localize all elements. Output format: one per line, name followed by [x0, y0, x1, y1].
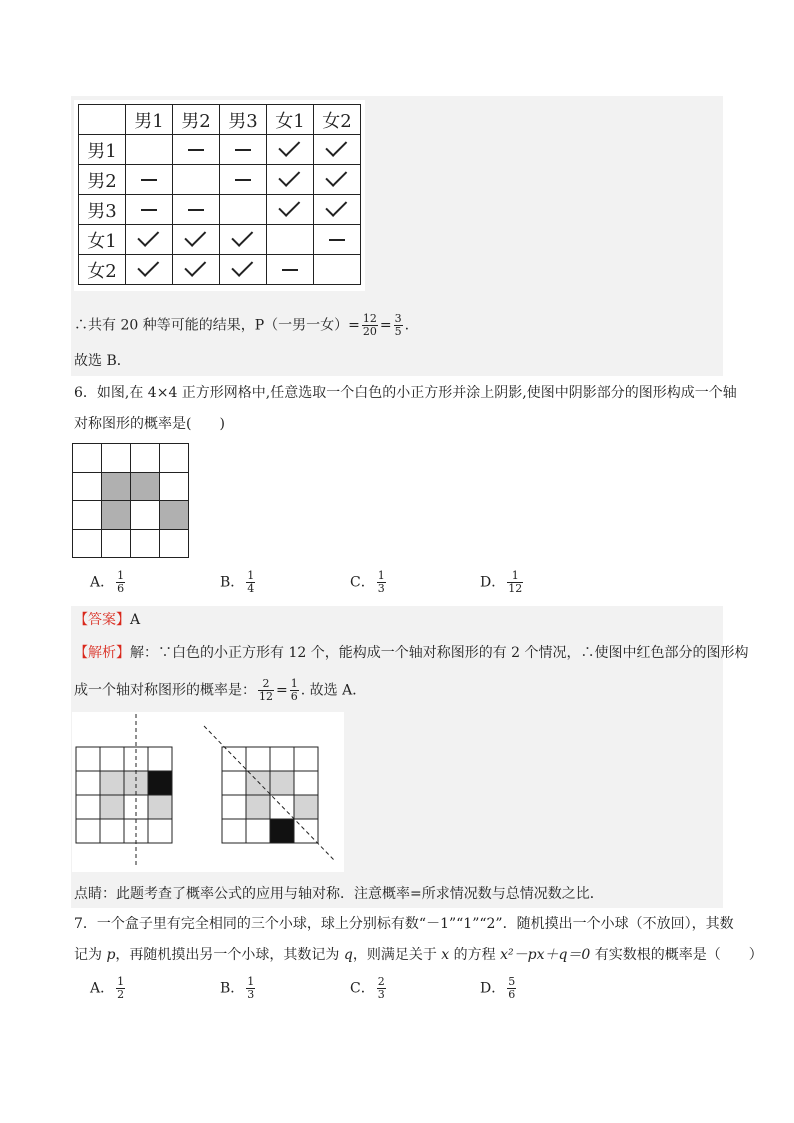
gender-pair-table	[78, 104, 361, 285]
symmetry-figures	[72, 712, 344, 872]
variable-q: q	[343, 947, 353, 963]
option-fraction	[246, 976, 255, 1001]
white-grid-cell	[159, 443, 189, 473]
row-header: 女2	[79, 255, 126, 285]
check-mark-icon	[231, 225, 253, 247]
dash-cell	[126, 165, 173, 195]
question7-options	[90, 976, 590, 1010]
column-header: 男2	[173, 105, 220, 135]
dash-icon	[235, 179, 251, 181]
analysis-text: . 故选 A．	[300, 682, 367, 699]
check-mark-icon	[184, 255, 206, 277]
q7-text: 的方程	[449, 947, 501, 963]
white-grid-cell	[72, 529, 102, 559]
question6-line1: 6．如图,在 4×4 正方形网格中,任意选取一个白色的小正方形并涂上阴影,使图中阴影部分的图形构成一个轴	[74, 385, 737, 401]
option-letter: D．	[480, 574, 506, 591]
check-mark-cell	[267, 165, 314, 195]
check-mark-icon	[184, 225, 206, 247]
check-mark-icon	[325, 165, 347, 187]
option-letter: C．	[350, 980, 375, 997]
equals-sign: =	[379, 317, 392, 334]
dash-cell	[173, 195, 220, 225]
empty-cell	[220, 195, 267, 225]
black-cell	[148, 771, 172, 795]
q7-text: 有实数根的概率是（ ）	[590, 947, 763, 963]
check-mark-icon	[278, 135, 300, 157]
table-row	[79, 225, 361, 255]
q7-text: ，再随机摸出另一个小球，其数记为	[115, 947, 344, 963]
gray-cell	[294, 795, 318, 819]
dash-cell	[173, 135, 220, 165]
table-row	[79, 255, 361, 285]
analysis-text: 解：∵白色的小正方形有 12 个，能构成一个轴对称图形的有 2 个情况，∴使图中红色部分的图形构	[130, 645, 749, 661]
solution5-line2: 故选 B．	[74, 353, 131, 369]
column-header: 女1	[267, 105, 314, 135]
fraction-denominator: 12	[259, 690, 273, 703]
check-mark-cell	[126, 255, 173, 285]
fraction-numerator: 3	[394, 312, 402, 325]
empty-cell	[126, 135, 173, 165]
fraction-numerator: 1	[247, 975, 255, 988]
fraction-2-12	[258, 678, 274, 703]
check-mark-cell	[126, 225, 173, 255]
option-a	[90, 976, 127, 1001]
gray-cell	[148, 795, 172, 819]
option-fraction	[377, 570, 386, 595]
check-mark-icon	[325, 135, 347, 157]
symmetry-figures-svg	[72, 712, 344, 872]
gray-cell	[100, 771, 124, 795]
check-mark-icon	[325, 195, 347, 217]
table-row	[79, 135, 361, 165]
gray-cell	[246, 795, 270, 819]
white-grid-cell	[101, 443, 131, 473]
check-mark-icon	[278, 195, 300, 217]
gray-cell	[246, 771, 270, 795]
white-grid-cell	[72, 500, 102, 530]
check-mark-icon	[137, 255, 159, 277]
fraction-numerator: 1	[507, 570, 523, 583]
shaded-grid-cell	[101, 472, 131, 502]
answer-line	[74, 610, 140, 630]
shaded-grid-cell	[159, 500, 189, 530]
column-header: 女2	[314, 105, 361, 135]
fraction-denominator: 6	[117, 582, 125, 595]
check-mark-icon	[231, 255, 253, 277]
check-mark-cell	[173, 255, 220, 285]
check-mark-cell	[267, 135, 314, 165]
question6-line2: 对称图形的概率是( )	[74, 416, 225, 432]
solution5-text: ∴共有 20 种等可能的结果，P（一男一女）=	[74, 317, 360, 334]
table-row	[79, 165, 361, 195]
option-fraction	[507, 570, 523, 595]
white-grid-cell	[159, 472, 189, 502]
analysis-line2	[74, 678, 366, 703]
fraction-denominator: 6	[290, 690, 298, 703]
vertical-axis-figure	[76, 714, 172, 868]
check-mark-cell	[314, 135, 361, 165]
row-header: 男2	[79, 165, 126, 195]
question6-grid	[72, 443, 188, 557]
dash-icon	[329, 239, 345, 241]
option-letter: B．	[220, 574, 245, 591]
equals-sign: =	[276, 682, 288, 699]
q7-text: 记为	[74, 947, 107, 963]
dash-icon	[141, 179, 157, 181]
fraction-3-5	[394, 313, 403, 338]
option-letter: A．	[90, 980, 115, 997]
dash-cell	[126, 195, 173, 225]
fraction-denominator: 3	[377, 582, 385, 595]
white-grid-cell	[130, 529, 160, 559]
fraction-denominator: 6	[508, 988, 516, 1001]
white-grid-cell	[72, 472, 102, 502]
answer-label: 【答案】	[74, 612, 130, 628]
check-mark-cell	[220, 255, 267, 285]
question7-line2	[74, 945, 763, 965]
fraction-denominator: 4	[247, 582, 255, 595]
question7-line1: 7．一个盒子里有完全相同的三个小球，球上分别标有数“－1”“1”“2”．随机摸出一个小球（不放回），其数	[74, 916, 734, 932]
check-mark-cell	[267, 195, 314, 225]
option-c	[350, 570, 388, 595]
question6-options	[90, 570, 590, 604]
equation: x²－px＋q＝0	[500, 947, 591, 963]
q7-text: ，则满足关于	[352, 947, 442, 963]
option-letter: C．	[350, 574, 375, 591]
option-d	[480, 976, 518, 1001]
row-header: 男1	[79, 135, 126, 165]
black-cell	[270, 819, 294, 843]
option-d	[480, 570, 525, 595]
dash-cell	[220, 135, 267, 165]
check-mark-cell	[220, 225, 267, 255]
option-b	[220, 976, 257, 1001]
row-header: 女1	[79, 225, 126, 255]
fraction-numerator: 2	[377, 975, 385, 988]
dash-icon	[282, 269, 298, 271]
table-row	[79, 195, 361, 225]
option-fraction	[377, 976, 386, 1001]
white-grid-cell	[130, 500, 160, 530]
option-a	[90, 570, 127, 595]
empty-cell	[267, 225, 314, 255]
check-mark-cell	[314, 165, 361, 195]
option-fraction	[507, 976, 516, 1001]
fraction-numerator: 2	[258, 678, 274, 691]
variable-x: x	[441, 947, 450, 963]
gray-cell	[100, 795, 124, 819]
gray-cell	[270, 771, 294, 795]
fraction-denominator: 5	[394, 325, 402, 338]
shaded-grid-cell	[130, 472, 160, 502]
option-letter: D．	[480, 980, 506, 997]
dash-cell	[267, 255, 314, 285]
row-header: 男3	[79, 195, 126, 225]
analysis-text: 成一个轴对称图形的概率是：	[74, 682, 256, 699]
fraction-numerator: 1	[247, 569, 255, 582]
white-grid-cell	[72, 443, 102, 473]
check-mark-icon	[137, 225, 159, 247]
table-header-row	[79, 105, 361, 135]
dash-cell	[314, 225, 361, 255]
period: .	[404, 317, 410, 334]
variable-p: p	[106, 947, 116, 963]
option-b	[220, 570, 257, 595]
fraction-denominator: 3	[377, 988, 385, 1001]
solution5-line1	[74, 313, 409, 338]
fraction-denominator: 3	[247, 988, 255, 1001]
option-letter: A．	[90, 574, 115, 591]
check-mark-cell	[314, 195, 361, 225]
option-c	[350, 976, 388, 1001]
grid-lines	[76, 747, 172, 843]
answer-value: A	[130, 612, 141, 628]
fraction-numerator: 1	[117, 569, 125, 582]
fraction-numerator: 1	[377, 569, 385, 582]
fraction-12-20	[362, 313, 378, 338]
check-mark-cell	[173, 225, 220, 255]
option-letter: B．	[220, 980, 245, 997]
fraction-denominator: 12	[508, 582, 523, 595]
fraction-numerator: 1	[290, 677, 298, 690]
empty-cell	[173, 165, 220, 195]
option-fraction	[246, 570, 255, 595]
comment-line: 点睛：此题考查了概率公式的应用与轴对称．注意概率=所求情况数与总情况数之比．	[74, 886, 604, 902]
table-corner-cell	[79, 105, 126, 135]
option-fraction	[116, 570, 125, 595]
fraction-numerator: 1	[117, 975, 125, 988]
diagonal-axis-figure	[204, 726, 334, 860]
axis-of-symmetry	[204, 726, 334, 860]
empty-cell	[314, 255, 361, 285]
column-header: 男1	[126, 105, 173, 135]
dash-icon	[235, 149, 251, 151]
dash-cell	[220, 165, 267, 195]
option-fraction	[116, 976, 125, 1001]
dash-icon	[188, 149, 204, 151]
column-header: 男3	[220, 105, 267, 135]
dash-icon	[141, 209, 157, 211]
fraction-numerator: 12	[362, 312, 377, 325]
fraction-denominator: 20	[362, 325, 377, 338]
white-grid-cell	[101, 529, 131, 559]
white-grid-cell	[159, 529, 189, 559]
white-grid-cell	[130, 443, 160, 473]
analysis-line1	[74, 643, 749, 663]
check-mark-icon	[278, 165, 300, 187]
fraction-1-6	[290, 678, 299, 703]
gender-pair-table-wrap	[74, 100, 365, 291]
analysis-label: 【解析】	[74, 645, 130, 661]
fraction-denominator: 2	[117, 988, 125, 1001]
shaded-grid-cell	[101, 500, 131, 530]
dash-icon	[188, 209, 204, 211]
fraction-numerator: 5	[508, 975, 516, 988]
